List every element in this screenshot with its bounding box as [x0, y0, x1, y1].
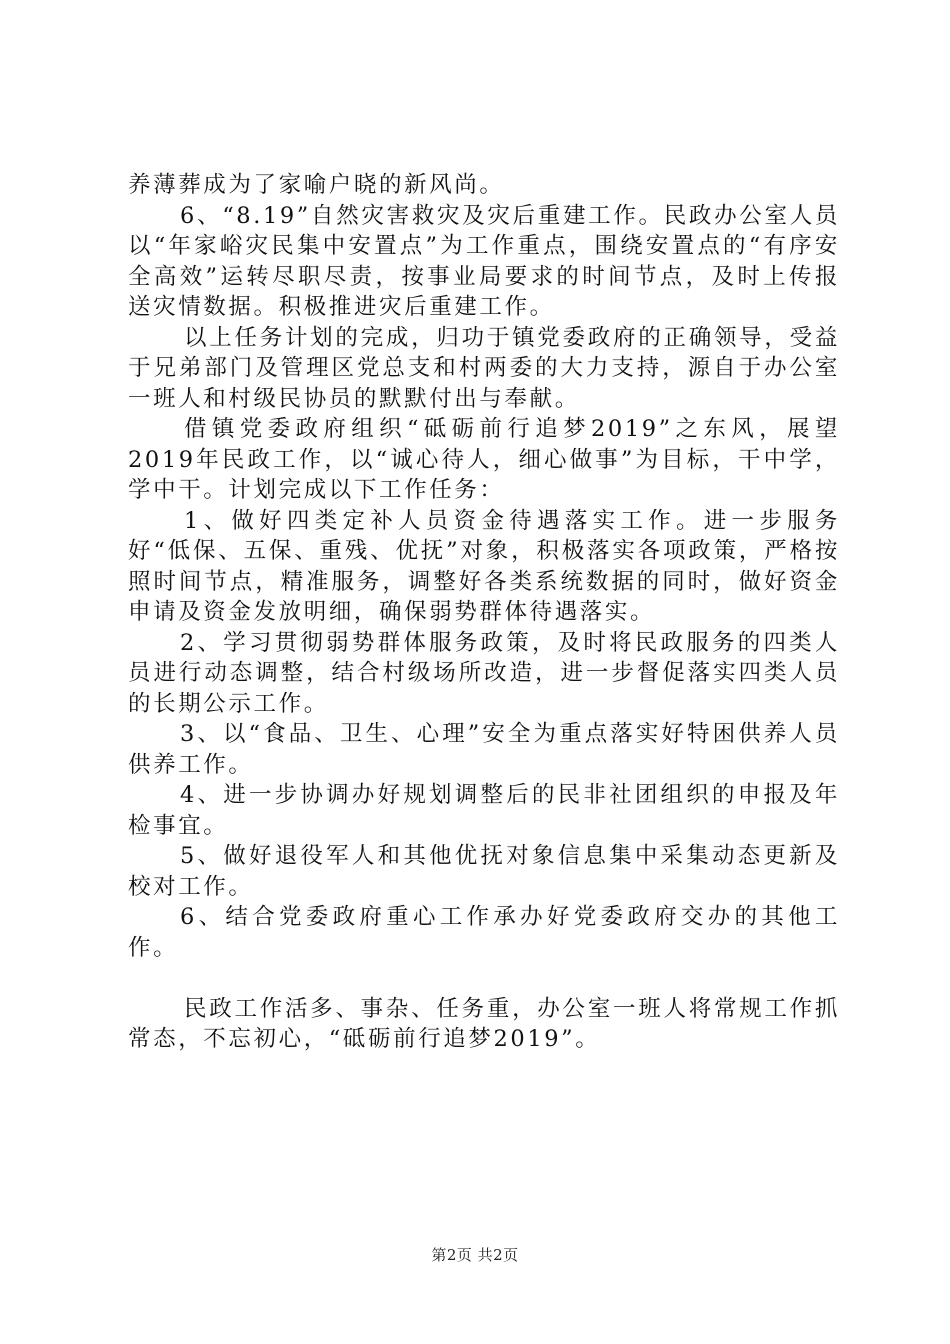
paragraph-task-2: 2、学习贯彻弱势群体服务政策，及时将民政服务的四类人员进行动态调整，结合村级场所改造，进一步督促落实四类人员的长期公示工作。	[128, 629, 840, 717]
paragraph-task-1: 1、做好四类定补人员资金待遇落实工作。进一步服务好“低保、五保、重残、优抚”对象，积极落实各项政策，严格按照时间节点，精准服务，调整好各类系统数据的同时，做好资金申请及资金发放明细，确保弱势群体待遇落实。	[128, 507, 840, 625]
paragraph-conclusion: 民政工作活多、事杂、任务重，办公室一班人将常规工作抓常态，不忘初心，“砥砺前行追梦2019”。	[128, 995, 840, 1052]
paragraph-disaster-relief: 6、“8.19”自然灾害救灾及灾后重建工作。民政办公室人员以“年家峪灾民集中安置点”为工作重点，围绕安置点的“有序安全高效”运转尽职尽责，按事业局要求的时间节点，及时上传报送灾情数据。积极推进灾后重建工作。	[128, 202, 840, 320]
paragraph-outlook-2019: 借镇党委政府组织“砥砺前行追梦2019”之东风，展望2019年民政工作，以“诚心待人，细心做事”为目标，干中学，学中干。计划完成以下工作任务：	[128, 416, 840, 503]
paragraph-task-3: 3、以“食品、卫生、心理”安全为重点落实好特困供养人员供养工作。	[128, 721, 840, 778]
paragraph-task-5: 5、做好退役军人和其他优抚对象信息集中采集动态更新及校对工作。	[128, 843, 840, 900]
paragraph-acknowledgement: 以上任务计划的完成，归功于镇党委政府的正确领导，受益于兄弟部门及管理区党总支和村两委的大力支持，源自于办公室一班人和村级民协员的默默付出与奉献。	[128, 324, 840, 412]
paragraph-task-4: 4、进一步协调办好规划调整后的民非社团组织的申报及年检事宜。	[128, 782, 840, 839]
document-body	[128, 170, 840, 1055]
page-number-footer: 第2页 共2页	[431, 1246, 519, 1264]
paragraph-continuation: 养薄葬成为了家喻户晓的新风尚。	[128, 172, 505, 198]
paragraph-task-6: 6、结合党委政府重心工作承办好党委政府交办的其他工作。	[128, 904, 840, 961]
paragraph-spacer	[128, 963, 840, 994]
